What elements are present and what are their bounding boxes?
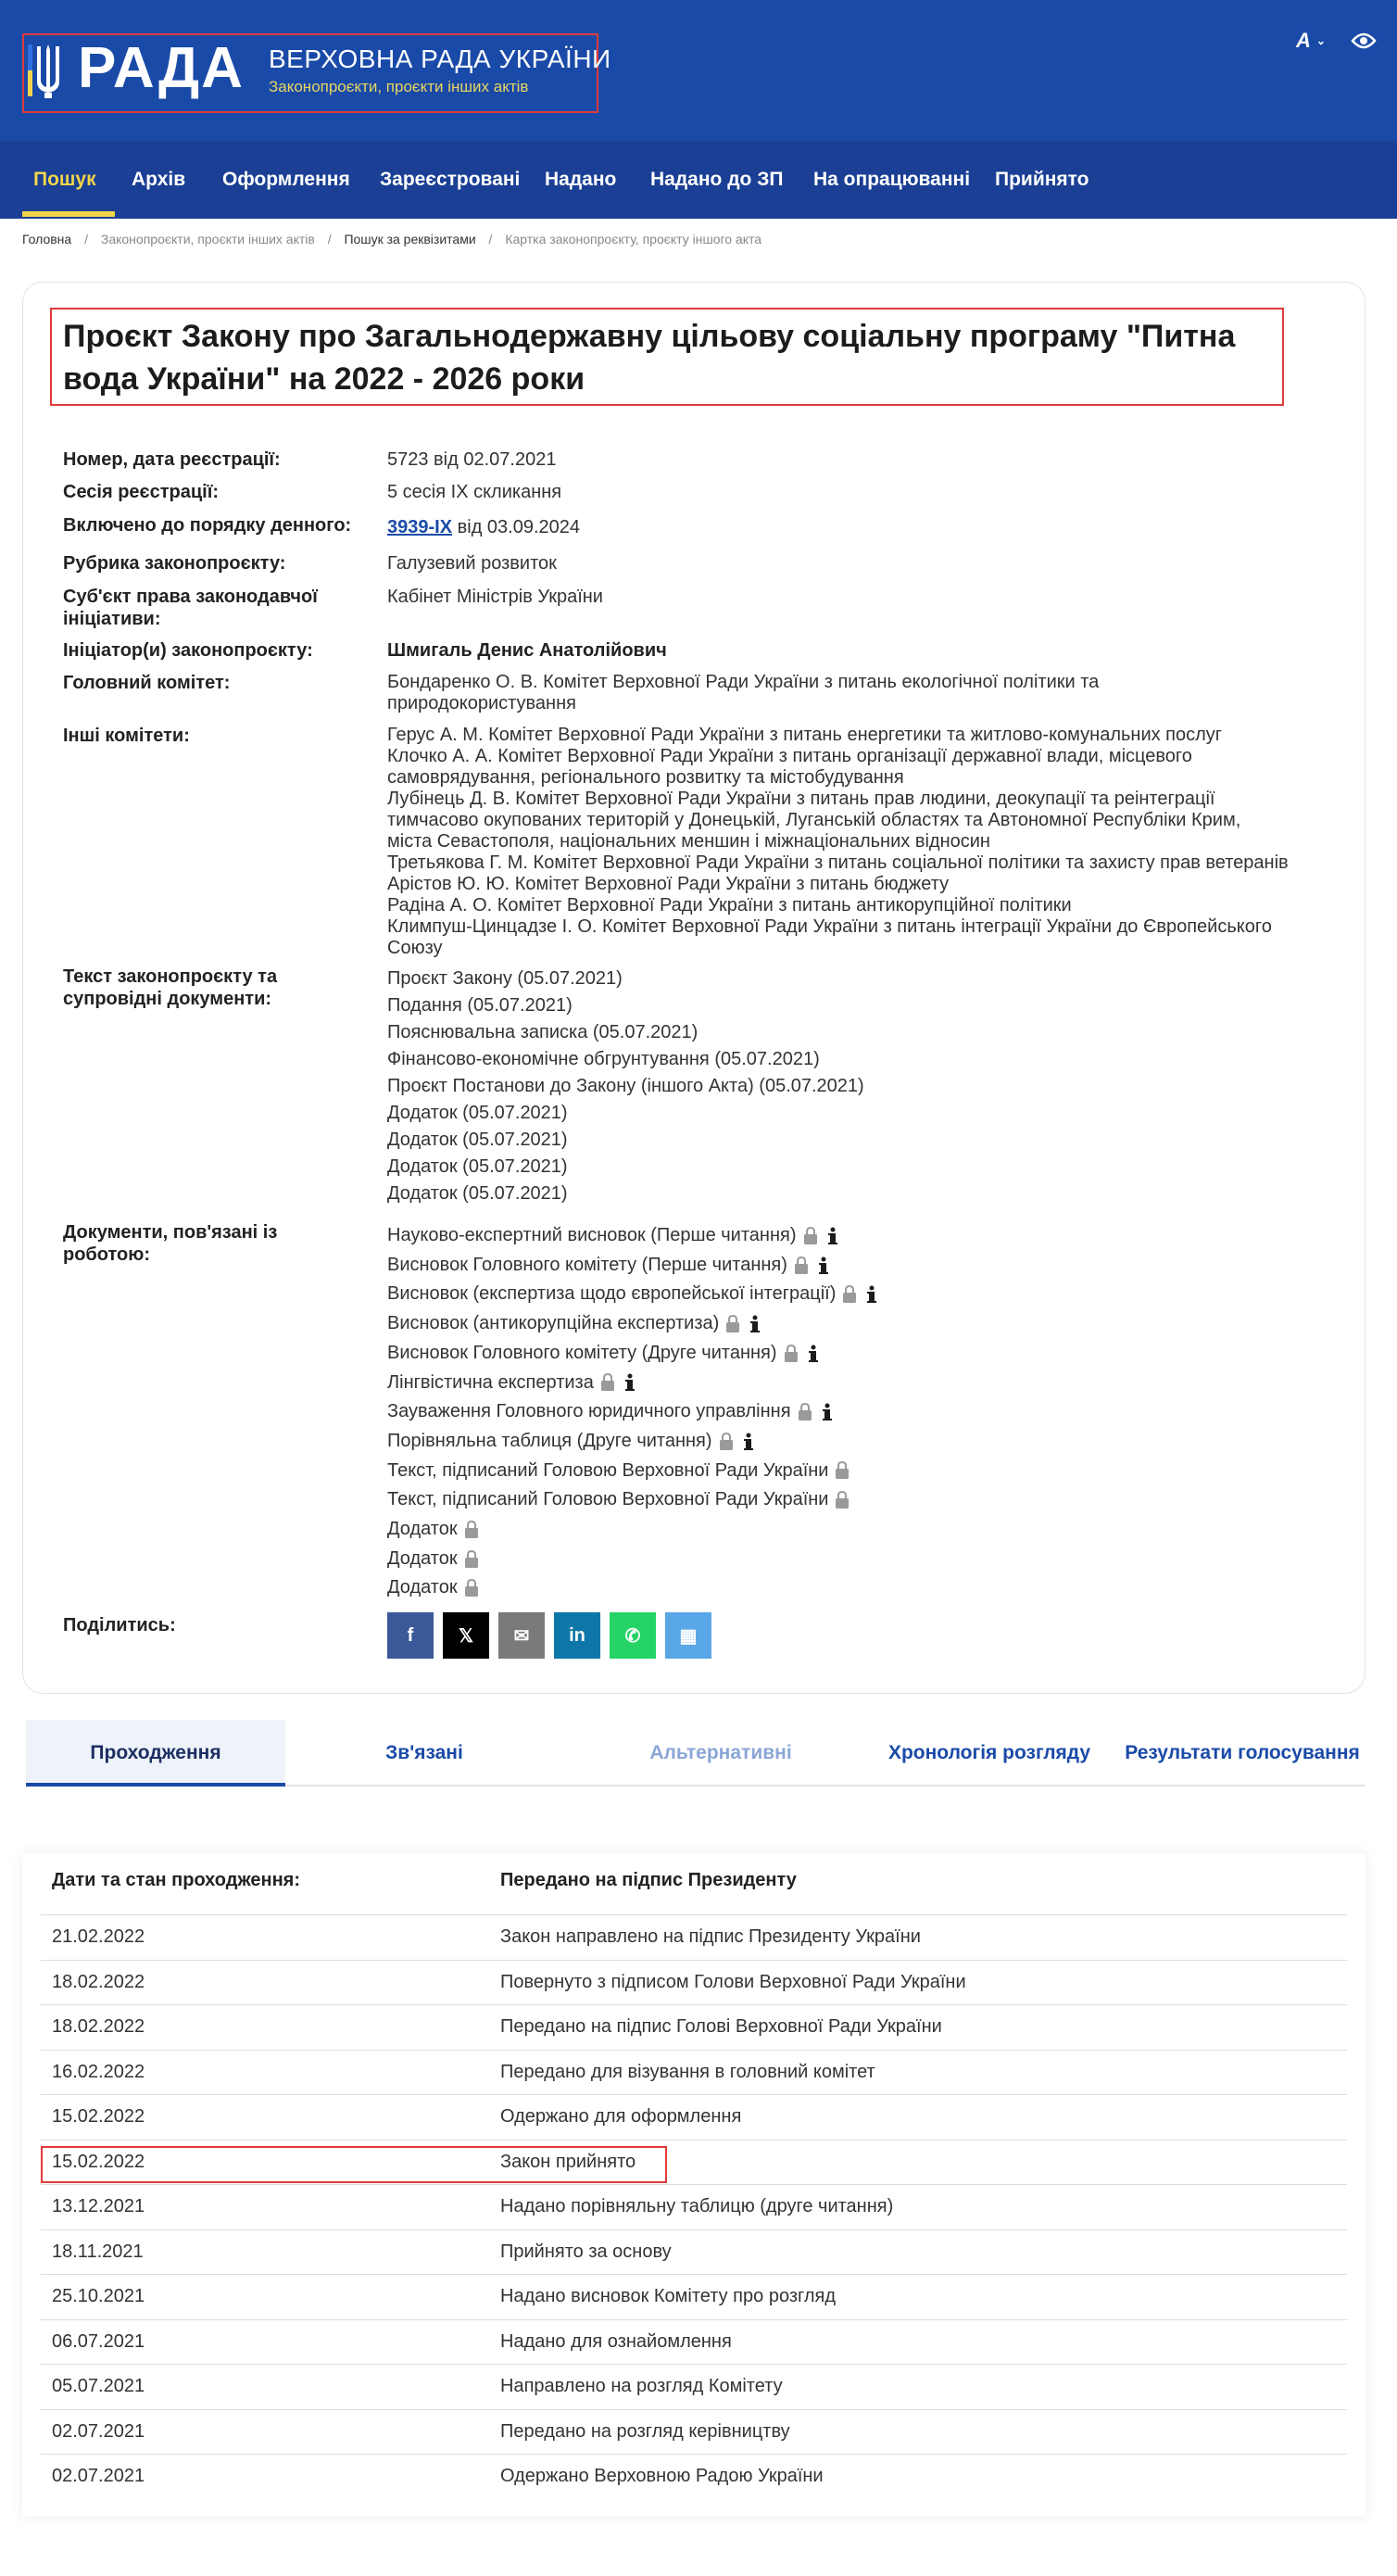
facebook-icon: f [407,1624,414,1646]
row-status: Одержано для оформлення [500,2106,742,2127]
share-x-button[interactable] [443,1612,489,1659]
row-date: 02.07.2021 [52,2466,145,2486]
linked-doc-item [387,1545,1332,1574]
nav-search[interactable]: Пошук [33,169,96,190]
linked-doc-item [387,1309,1332,1339]
agenda-date: від 03.09.2024 [452,517,581,537]
col-status-header: Передано на підпис Президенту [500,1870,797,1890]
initiator-label: Ініціатор(и) законопроєкту: [63,640,313,661]
doc-link[interactable]: Пояснювальна записка (05.07.2021) [387,1022,698,1042]
doc-link[interactable]: Додаток (05.07.2021) [387,1156,568,1177]
table-row [41,2004,1347,2050]
info-icon[interactable] [747,1314,763,1334]
row-date: 21.02.2022 [52,1926,145,1947]
logo-rada-text[interactable]: РАДА [78,36,245,100]
page-title: Проєкт Закону про Загальнодержавну цільову соціальну програму "Питна вода України" на 2022 - 2026 роки [63,319,1236,397]
breadcrumb-current: Картка законопроєкту, проєкту іншого акта [505,232,762,246]
doc-link[interactable]: Додаток (05.07.2021) [387,1183,568,1204]
breadcrumb-search[interactable]: Пошук за реквізитами [344,232,476,246]
row-date: 18.02.2022 [52,2016,145,2037]
agenda-link[interactable]: 3939-IX [387,517,453,537]
rubric-label: Рубрика законопроєкту: [63,553,286,574]
lock-icon [802,1226,819,1246]
linked-doc-item [387,1369,1332,1398]
whatsapp-icon: ✆ [624,1625,641,1647]
row-status: Передано на підпис Голові Верховної Ради України [500,2016,942,2037]
lock-icon [834,1460,850,1481]
initiator-value: Шмигаль Денис Анатолійович [387,640,667,661]
row-date: 15.02.2022 [52,2106,145,2127]
nav-archive[interactable]: Архів [132,169,186,190]
table-row [41,1960,1347,2005]
linked-doc-link[interactable]: Лінгвістична експертиза [387,1371,594,1393]
linked-doc-link[interactable]: Текст, підписаний Головою Верховної Ради України [387,1459,829,1481]
subject-label: Суб'єкт права законодавчої ініціативи: [63,587,318,629]
linked-doc-item [387,1427,1332,1457]
table-row [41,2184,1347,2229]
info-icon[interactable] [824,1226,841,1246]
nav-submitted[interactable]: Надано [545,169,617,190]
breadcrumb-bills[interactable]: Законопроєкти, проєкти інших актів [100,232,315,246]
tab-voting-results[interactable]: Результати голосування [1125,1742,1360,1763]
row-date: 05.07.2021 [52,2376,145,2396]
committee-line: міста Севастополя, національних меншин і міжнаціональних відносин [387,831,990,852]
linked-doc-item [387,1221,1332,1251]
row-status: Передано на розгляд керівництву [500,2420,790,2442]
main-nav [0,141,1397,219]
row-status: Прийнято за основу [500,2241,672,2262]
lock-icon [841,1284,858,1305]
lock-icon [834,1490,850,1510]
lock-icon [599,1372,616,1393]
chevron-down-icon: ⌄ [1315,34,1326,47]
row-status: Повернуто з підписом Голови Верховної Ради України [500,1971,966,1992]
row-status: Направлено на розгляд Комітету [500,2376,783,2396]
subject-value: Кабінет Міністрів України [387,587,603,607]
trident-icon[interactable] [28,41,69,100]
accessibility-eye-button[interactable] [1343,20,1384,61]
row-status: Закон прийнято [500,2151,636,2172]
linked-doc-item [387,1397,1332,1427]
lock-icon [783,1344,799,1364]
nav-adopted[interactable]: Прийнято [995,169,1089,190]
row-status: Одержано Верховною Радою України [500,2466,824,2486]
row-date: 18.11.2021 [52,2241,144,2262]
linked-doc-item [387,1515,1332,1545]
email-icon: ✉ [513,1625,530,1647]
info-icon[interactable] [863,1284,880,1305]
table-row [41,2319,1347,2365]
lock-icon [797,1402,813,1422]
logo-title[interactable]: ВЕРХОВНА РАДА УКРАЇНИ [269,44,611,73]
linked-doc-link[interactable]: Додаток [387,1519,458,1540]
linked-doc-link[interactable]: Висновок Головного комітету (Друге читання) [387,1342,777,1363]
tab-chronology[interactable]: Хронологія розгляду [887,1742,1091,1763]
doc-link[interactable]: Фінансово-економічне обгрунтування (05.07.2021) [387,1049,820,1069]
lock-icon [718,1432,735,1452]
session-label: Сесія реєстрації: [63,482,219,502]
tab-related[interactable]: Зв'язані [385,1742,463,1763]
tab-passage[interactable]: Проходження [26,1720,285,1787]
row-date: 13.12.2021 [52,2196,145,2216]
linkedin-icon: in [569,1624,585,1646]
row-status: Передано для візування в головний комітет [500,2061,875,2082]
share-label: Поділитись: [63,1615,176,1635]
lock-icon [463,1520,480,1540]
info-icon[interactable] [740,1432,757,1452]
committee-line: Союзу [387,938,443,958]
share-buttons [387,1612,711,1659]
linked-doc-link[interactable]: Зауваження Головного юридичного управління [387,1401,791,1422]
linked-doc-link[interactable]: Висновок (антикорупційна експертиза) [387,1313,720,1334]
committee-line: Радіна А. О. Комітет Верховної Ради України з питань антикорупційної політики [387,895,1072,915]
nav-formatting[interactable]: Оформлення [222,169,350,190]
row-date: 02.07.2021 [52,2420,145,2442]
docs-label: Текст законопроєкту та супровідні документи: [63,966,278,1009]
table-row [41,2364,1347,2409]
table-row [41,2229,1347,2275]
tab-alternative[interactable]: Альтернативні [649,1742,792,1763]
linked-doc-link[interactable]: Текст, підписаний Головою Верховної Ради України [387,1489,829,1510]
linked-doc-link[interactable]: Висновок (експертиза щодо європейської інтеграції) [387,1283,837,1305]
lock-icon [463,1578,480,1598]
breadcrumb [22,232,761,246]
share-facebook-button[interactable] [387,1612,434,1659]
linked-doc-item [387,1339,1332,1369]
lock-icon [793,1256,810,1276]
row-date: 25.10.2021 [52,2286,145,2306]
col-dates-header: Дати та стан проходження: [52,1870,300,1890]
share-whatsapp-button[interactable] [610,1612,656,1659]
linked-doc-link[interactable]: Порівняльна таблиця (Друге читання) [387,1430,712,1451]
committee-line: Герус А. М. Комітет Верховної Ради України з питань енергетики та житлово-комунальних послуг [387,725,1223,745]
row-date: 18.02.2022 [52,1971,145,1992]
reg-value: 5723 від 02.07.2021 [387,449,557,470]
table-row [41,2454,1347,2499]
linked-doc-item [387,1485,1332,1515]
tabs-bar [26,1720,1366,1787]
main-committee-label: Головний комітет: [63,673,231,693]
doc-link[interactable]: Додаток (05.07.2021) [387,1130,568,1150]
agenda-label: Включено до порядку денного: [63,515,352,536]
adopted-row-highlight-box [41,2146,667,2183]
row-date: 06.07.2021 [52,2330,145,2352]
share-email-button[interactable] [498,1612,545,1659]
session-value: 5 сесія IX скликання [387,482,562,502]
breadcrumb-separator: / [488,232,493,246]
linked-doc-item [387,1573,1332,1603]
committee-line: тимчасово окупованих територій у Донецькій, Луганській областях та Автономної Республіки Крим, [387,810,1241,830]
share-qr-button[interactable] [665,1612,711,1659]
info-icon[interactable] [805,1344,822,1364]
lock-icon [463,1549,480,1570]
font-size-label: A [1296,29,1311,52]
row-status: Закон направлено на підпис Президенту України [500,1926,921,1947]
other-committees-label: Інші комітети: [63,726,190,746]
row-date: 16.02.2022 [52,2061,145,2082]
doc-link[interactable]: Проєкт Постанови до Закону (іншого Акта) (05.07.2021) [387,1076,864,1096]
font-size-button[interactable] [1284,20,1338,61]
nav-in-processing[interactable]: На опрацюванні [813,169,971,190]
linked-doc-item [387,1280,1332,1309]
breadcrumb-home[interactable]: Головна [22,232,72,246]
table-row [41,1914,1347,1960]
main-committee-value: Бондаренко О. В. Комітет Верховної Ради України з питань екологічної політики та природокористування [387,672,1100,713]
linked-doc-item [387,1457,1332,1486]
doc-link[interactable]: Додаток (05.07.2021) [387,1103,568,1123]
other-committees-list [387,725,1332,959]
linked-docs-list [387,1221,1332,1603]
linked-doc-link[interactable]: Науково-експертний висновок (Перше читання) [387,1225,797,1245]
row-status: Надано висновок Комітету про розгляд [500,2286,837,2306]
info-icon[interactable] [819,1402,836,1422]
linked-docs-label: Документи, пов'язані із роботою: [63,1222,278,1265]
info-icon[interactable] [622,1372,638,1393]
committee-line: Лубінець Д. В. Комітет Верховної Ради України з питань прав людини, деокупації та реінтеграції [387,789,1215,809]
share-linkedin-button[interactable] [554,1612,600,1659]
rubric-value: Галузевий розвиток [387,553,557,574]
doc-link[interactable]: Подання (05.07.2021) [387,995,573,1016]
eye-icon [1351,32,1377,50]
linked-doc-item [387,1251,1332,1281]
linked-doc-link[interactable]: Висновок Головного комітету (Перше читання) [387,1254,787,1275]
linked-doc-link[interactable]: Додаток [387,1547,458,1569]
committee-line: Климпуш-Цинцадзе І. О. Комітет Верховної Ради України з питань інтеграції України до Європейського [387,916,1272,937]
committee-line: Арістов Ю. Ю. Комітет Верховної Ради України з питань бюджету [387,874,950,894]
table-row [41,2409,1347,2455]
committee-line: Третьякова Г. М. Комітет Верховної Ради України з питань соціальної політики та захисту прав ветеранів [387,852,1289,873]
committee-line: Клочко А. А. Комітет Верховної Ради України з питань організації державної влади, місцевого [387,746,1192,766]
nav-registered[interactable]: Зареєстровані [380,169,521,190]
breadcrumb-separator: / [327,232,332,246]
linked-doc-link[interactable]: Додаток [387,1577,458,1598]
table-row [41,2094,1347,2140]
docs-list [387,966,1332,1207]
committee-line: самоврядування, регіонального розвитку та містобудування [387,767,904,788]
nav-active-underline [22,211,115,217]
logo-subtitle[interactable]: Законопроєкти, проєкти інших актів [269,78,529,95]
row-status: Надано порівняльну таблицю (друге читання) [500,2196,894,2216]
agenda-value [387,516,1332,538]
site-header [0,0,1397,141]
table-row [41,2050,1347,2095]
doc-link[interactable]: Проєкт Закону (05.07.2021) [387,968,623,989]
qr-icon: ▦ [679,1625,698,1647]
row-date: 15.02.2022 [52,2151,145,2172]
info-icon[interactable] [815,1256,832,1276]
breadcrumb-separator: / [84,232,88,246]
table-row [41,2274,1347,2319]
nav-submitted-to-zp[interactable]: Надано до ЗП [650,169,784,190]
lock-icon [724,1314,741,1334]
x-icon: 𝕏 [458,1625,474,1647]
reg-label: Номер, дата реєстрації: [63,449,281,470]
row-status: Надано для ознайомлення [500,2330,732,2352]
